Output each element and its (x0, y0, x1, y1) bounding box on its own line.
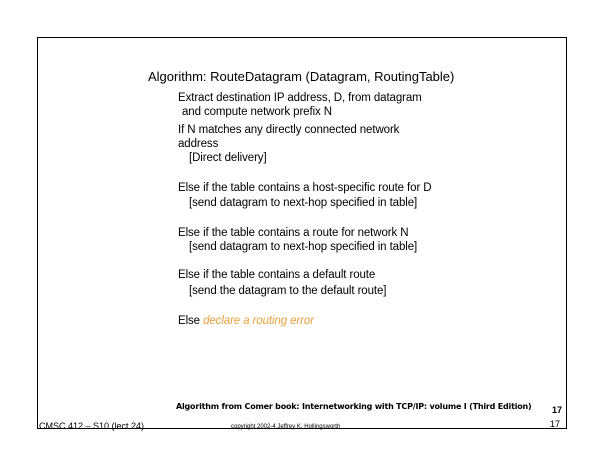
algorithm-step-error (178, 315, 314, 327)
algorithm-step-direct-check-cont: address (178, 138, 219, 150)
algorithm-step-direct-check: If N matches any directly connected network (178, 124, 400, 136)
slide-number: 17 (550, 419, 561, 429)
algorithm-step-default-route: Else if the table contains a default route (178, 269, 376, 281)
algorithm-step-error-highlight: declare a routing error (203, 315, 314, 327)
algorithm-step-default-route-action: [send the datagram to the default route] (189, 285, 387, 297)
algorithm-step-host-route-action: [send datagram to next-hop specified in table] (189, 197, 418, 209)
algorithm-step-error-prefix: Else (178, 315, 204, 327)
algorithm-step-host-route: Else if the table contains a host-specific route for D (178, 182, 432, 194)
algorithm-step-network-route-action: [send datagram to next-hop specified in table] (189, 241, 418, 253)
copyright-notice: copyright 2002-4 Jeffrey K. Hollingsworth (231, 424, 341, 430)
algorithm-step-direct-action: [Direct delivery] (189, 152, 267, 164)
algorithm-step-extract: Extract destination IP address, D, from datagram (178, 92, 422, 104)
algorithm-step-extract-cont: and compute network prefix N (182, 106, 332, 118)
course-label: CMSC 412 – S10 (lect 24) (39, 421, 145, 431)
source-credit: Algorithm from Comer book: Internetworking with TCP/IP: volume I (Third Edition) (176, 402, 532, 411)
slide-number-bold: 17 (552, 405, 563, 415)
algorithm-step-network-route: Else if the table contains a route for network N (178, 227, 409, 239)
slide-title: Algorithm: RouteDatagram (Datagram, RoutingTable) (148, 69, 455, 84)
